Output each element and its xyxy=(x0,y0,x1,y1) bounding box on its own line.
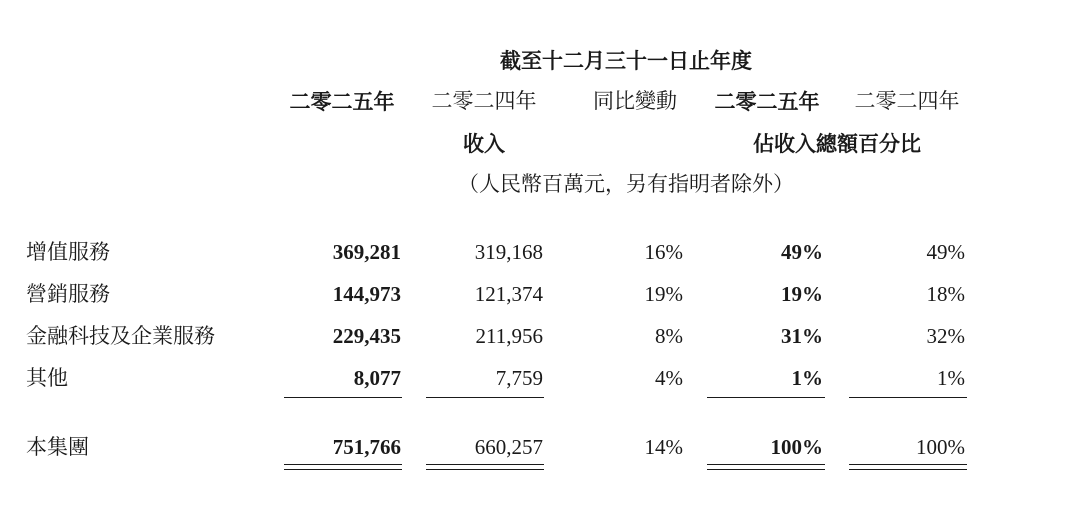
subtotal-rule xyxy=(707,397,825,398)
total-pct-2025: 100% xyxy=(770,435,823,459)
period-header: 截至十二月三十一日止年度 xyxy=(500,48,752,73)
cell-pct-2025: 49% xyxy=(781,240,823,264)
group-header-percent: 佔收入總額百分比 xyxy=(753,131,921,156)
cell-rev-2025: 229,435 xyxy=(332,324,401,348)
total-label: 本集團 xyxy=(26,435,89,459)
cell-yoy: 8% xyxy=(655,324,683,348)
total-yoy: 14% xyxy=(644,435,683,459)
cell-rev-2025: 8,077 xyxy=(353,366,401,390)
col-header-pct-2025: 二零二五年 xyxy=(714,89,820,114)
cell-rev-2024: 121,374 xyxy=(474,282,543,306)
cell-yoy: 4% xyxy=(655,366,683,390)
cell-pct-2024: 32% xyxy=(926,324,965,348)
cell-rev-2024: 211,956 xyxy=(475,324,543,348)
unit-note: （人民幣百萬元，另有指明者除外） xyxy=(458,172,794,196)
cell-yoy: 19% xyxy=(644,282,683,306)
group-header-revenue: 收入 xyxy=(463,131,505,156)
total-rev-2024: 660,257 xyxy=(474,435,543,459)
total-double-rule xyxy=(426,464,544,470)
row-label: 增值服務 xyxy=(26,240,110,264)
cell-pct-2024: 1% xyxy=(937,366,965,390)
subtotal-rule xyxy=(426,397,544,398)
row-label: 金融科技及企業服務 xyxy=(26,324,215,348)
cell-pct-2024: 18% xyxy=(926,282,965,306)
cell-pct-2025: 1% xyxy=(791,366,823,390)
cell-rev-2024: 7,759 xyxy=(495,366,543,390)
total-pct-2024: 100% xyxy=(916,435,965,459)
col-header-rev-2025: 二零二五年 xyxy=(289,89,395,114)
total-double-rule xyxy=(284,464,402,470)
total-double-rule xyxy=(707,464,825,470)
row-label: 其他 xyxy=(26,366,68,390)
cell-pct-2025: 19% xyxy=(781,282,823,306)
cell-yoy: 16% xyxy=(644,240,683,264)
col-header-yoy: 同比變動 xyxy=(593,89,677,113)
subtotal-rule xyxy=(849,397,967,398)
cell-pct-2024: 49% xyxy=(926,240,965,264)
total-double-rule xyxy=(849,464,967,470)
total-rev-2025: 751,766 xyxy=(332,435,401,459)
subtotal-rule xyxy=(284,397,402,398)
cell-rev-2025: 369,281 xyxy=(332,240,401,264)
cell-pct-2025: 31% xyxy=(781,324,823,348)
col-header-rev-2024: 二零二四年 xyxy=(431,89,537,113)
cell-rev-2024: 319,168 xyxy=(474,240,543,264)
row-label: 營銷服務 xyxy=(26,282,110,306)
cell-rev-2025: 144,973 xyxy=(332,282,401,306)
col-header-pct-2024: 二零二四年 xyxy=(854,89,960,113)
